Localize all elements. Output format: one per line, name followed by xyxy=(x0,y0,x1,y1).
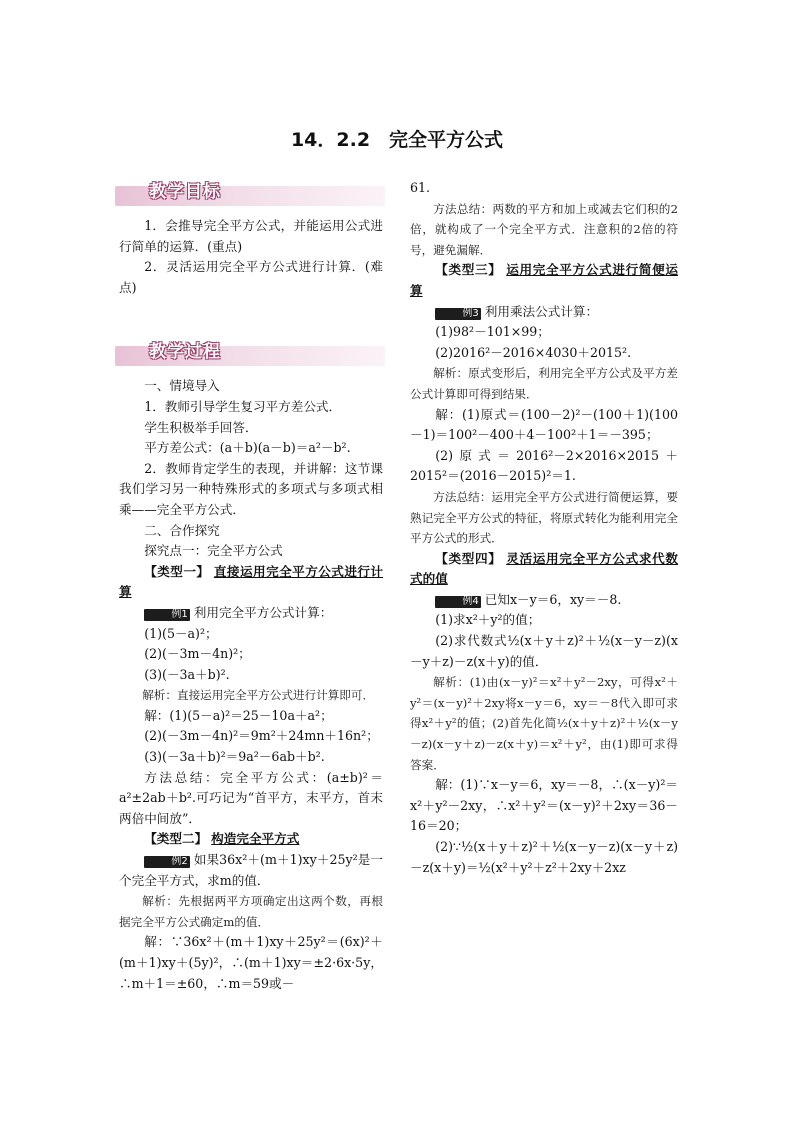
process-banner-label: 教学过程 xyxy=(149,342,221,363)
analysis: 解析：先根据两平方项确定出这两个数，再根据完全平方公式确定m的值． xyxy=(119,894,383,929)
solution: 解：(1)(5－a)²＝25－10a＋a²； xyxy=(144,707,333,723)
paragraph: (1)98²－101×99； xyxy=(435,324,550,340)
example-badge: 例1 xyxy=(144,609,190,621)
paragraph: (2)2016²－2016×4030＋2015². xyxy=(435,344,632,360)
type-label: 【类型三】 xyxy=(435,262,502,278)
type-heading xyxy=(119,562,383,603)
solution: 解：(1)原式＝(100－2)²－(100＋1)(100－1)＝100²－400＋4－100²＋1＝－395； xyxy=(410,406,678,443)
example-text: 如果36x²＋(m＋1)xy＋25y²是一个完全平方式，求m的值． xyxy=(119,852,383,888)
type-title: 直接运用完全平方公式进行计算 xyxy=(119,563,384,600)
analysis: 解析：直接运用完全平方公式进行计算即可． xyxy=(142,688,375,703)
right-column xyxy=(410,178,678,878)
solution: (2)原式＝2016²－2×2016×2015＋2015²＝(2016－2015)²＝1. xyxy=(410,447,678,484)
example-line xyxy=(119,850,383,891)
goals-banner xyxy=(115,182,383,210)
type-title: 灵活运用完全平方公式求代数式的值 xyxy=(410,550,679,587)
paragraph: (3)(－3a＋b)². xyxy=(144,666,230,682)
paragraph: (2)(－3m－4n)²； xyxy=(144,646,251,662)
type-label: 【类型二】 xyxy=(144,831,208,847)
analysis: 解析：(1)由(x－y)²＝x²＋y²－2xy，可得x²＋y²＝(x－y)²＋2xy将x－y＝6，xy＝－8代入即可求得x²＋y²的值；(2)首先化简½(x＋y＋z)²＋½(x－y－z)(x－y＋z)－z(x＋y)＝x²＋y²，由(1)即可求得答案． xyxy=(410,675,678,772)
example-text: 已知x－y＝6，xy＝－8. xyxy=(484,591,622,607)
paragraph: 学生积极举手回答． xyxy=(144,419,258,435)
solution: (2)(－3m－4n)²＝9m²＋24mn＋16n²； xyxy=(144,728,379,744)
paragraph: 1．教师引导学生复习平方差公式． xyxy=(144,398,342,414)
example-line xyxy=(410,302,678,323)
solution: 解：(1)∵x－y＝6，xy＝－8，∴(x－y)²＝x²＋y²－2xy，∴x²＋y²＝(x－y)²＋2xy＝36－16＝20； xyxy=(410,777,678,834)
paragraph: 2．教师肯定学生的表现，并讲解：这节课我们学习另一种特殊形式的多项式与多项式相乘——完全平方公式． xyxy=(119,460,383,517)
analysis: 解析：原式变形后，利用完全平方公式及平方差公式计算即可得到结果． xyxy=(410,366,678,401)
solution: 解：∵36x²＋(m＋1)xy＋25y²＝(6x)²＋(m＋1)xy＋(5y)²，∴(m＋1)xy＝±2·6x·5y，∴m＋1＝±60，∴m＝59或－ xyxy=(119,934,383,991)
type-label: 【类型一】 xyxy=(144,563,210,579)
section-heading: 二、合作探究 xyxy=(144,522,220,538)
type-heading xyxy=(119,829,383,850)
paragraph: (1)求x²＋y²的值； xyxy=(435,612,541,628)
example-line xyxy=(119,603,383,624)
section-heading: 一、情境导入 xyxy=(144,378,220,394)
type-title: 运用完全平方公式进行简便运算 xyxy=(410,262,679,298)
paragraph: 平方差公式：(a＋b)(a－b)＝a²－b². xyxy=(144,440,351,456)
method-summary: 方法总结：完全平方公式：(a±b)²＝a²±2ab＋b².可巧记为“首平方，末平方，首末两倍中间放”． xyxy=(119,769,383,826)
left-column xyxy=(119,178,383,994)
solution: (2)∵½(x＋y＋z)²＋½(x－y－z)(x－y＋z)－z(x＋y)＝½(x²＋y²＋z²＋2xy＋2xz xyxy=(410,839,678,875)
method-summary: 方法总结：两数的平方和加上或减去它们积的2倍，就构成了一个完全平方式．注意积的2倍的符号，避免漏解． xyxy=(410,201,678,257)
page-title: 14．2.2 完全平方公式 xyxy=(290,129,504,151)
example-badge: 例2 xyxy=(144,856,190,868)
method-summary: 方法总结：运用完全平方公式进行简便运算，要熟记完全平方公式的特征，将原式转化为能利用完全平方公式的形式． xyxy=(410,489,678,546)
subsection-heading: 探究点一：完全平方公式 xyxy=(144,543,283,559)
process-banner xyxy=(115,342,383,370)
type-heading xyxy=(410,549,678,590)
example-text: 利用乘法公式计算： xyxy=(484,303,599,319)
solution: (3)(－3a＋b)²＝9a²－6ab＋b². xyxy=(144,749,325,765)
example-badge: 例4 xyxy=(435,596,481,608)
type-title: 构造完全平方式 xyxy=(211,831,300,847)
example-line xyxy=(410,590,678,611)
type-heading xyxy=(410,260,678,301)
paragraph: 61. xyxy=(410,180,431,195)
goals-banner-label: 教学目标 xyxy=(149,182,221,202)
goal-2: 2．灵活运用完全平方公式进行计算．(难点) xyxy=(119,259,383,295)
goal-1: 1．会推导完全平方公式，并能运用公式进行简单的运算．(重点) xyxy=(119,218,383,254)
example-text: 利用完全平方公式计算： xyxy=(193,604,333,620)
type-label: 【类型四】 xyxy=(435,550,502,566)
paragraph: (2)求代数式½(x＋y＋z)²＋½(x－y－z)(x－y＋z)－z(x＋y)的值． xyxy=(410,633,678,669)
paragraph: (1)(5－a)²； xyxy=(144,625,218,641)
example-badge: 例3 xyxy=(435,308,481,320)
